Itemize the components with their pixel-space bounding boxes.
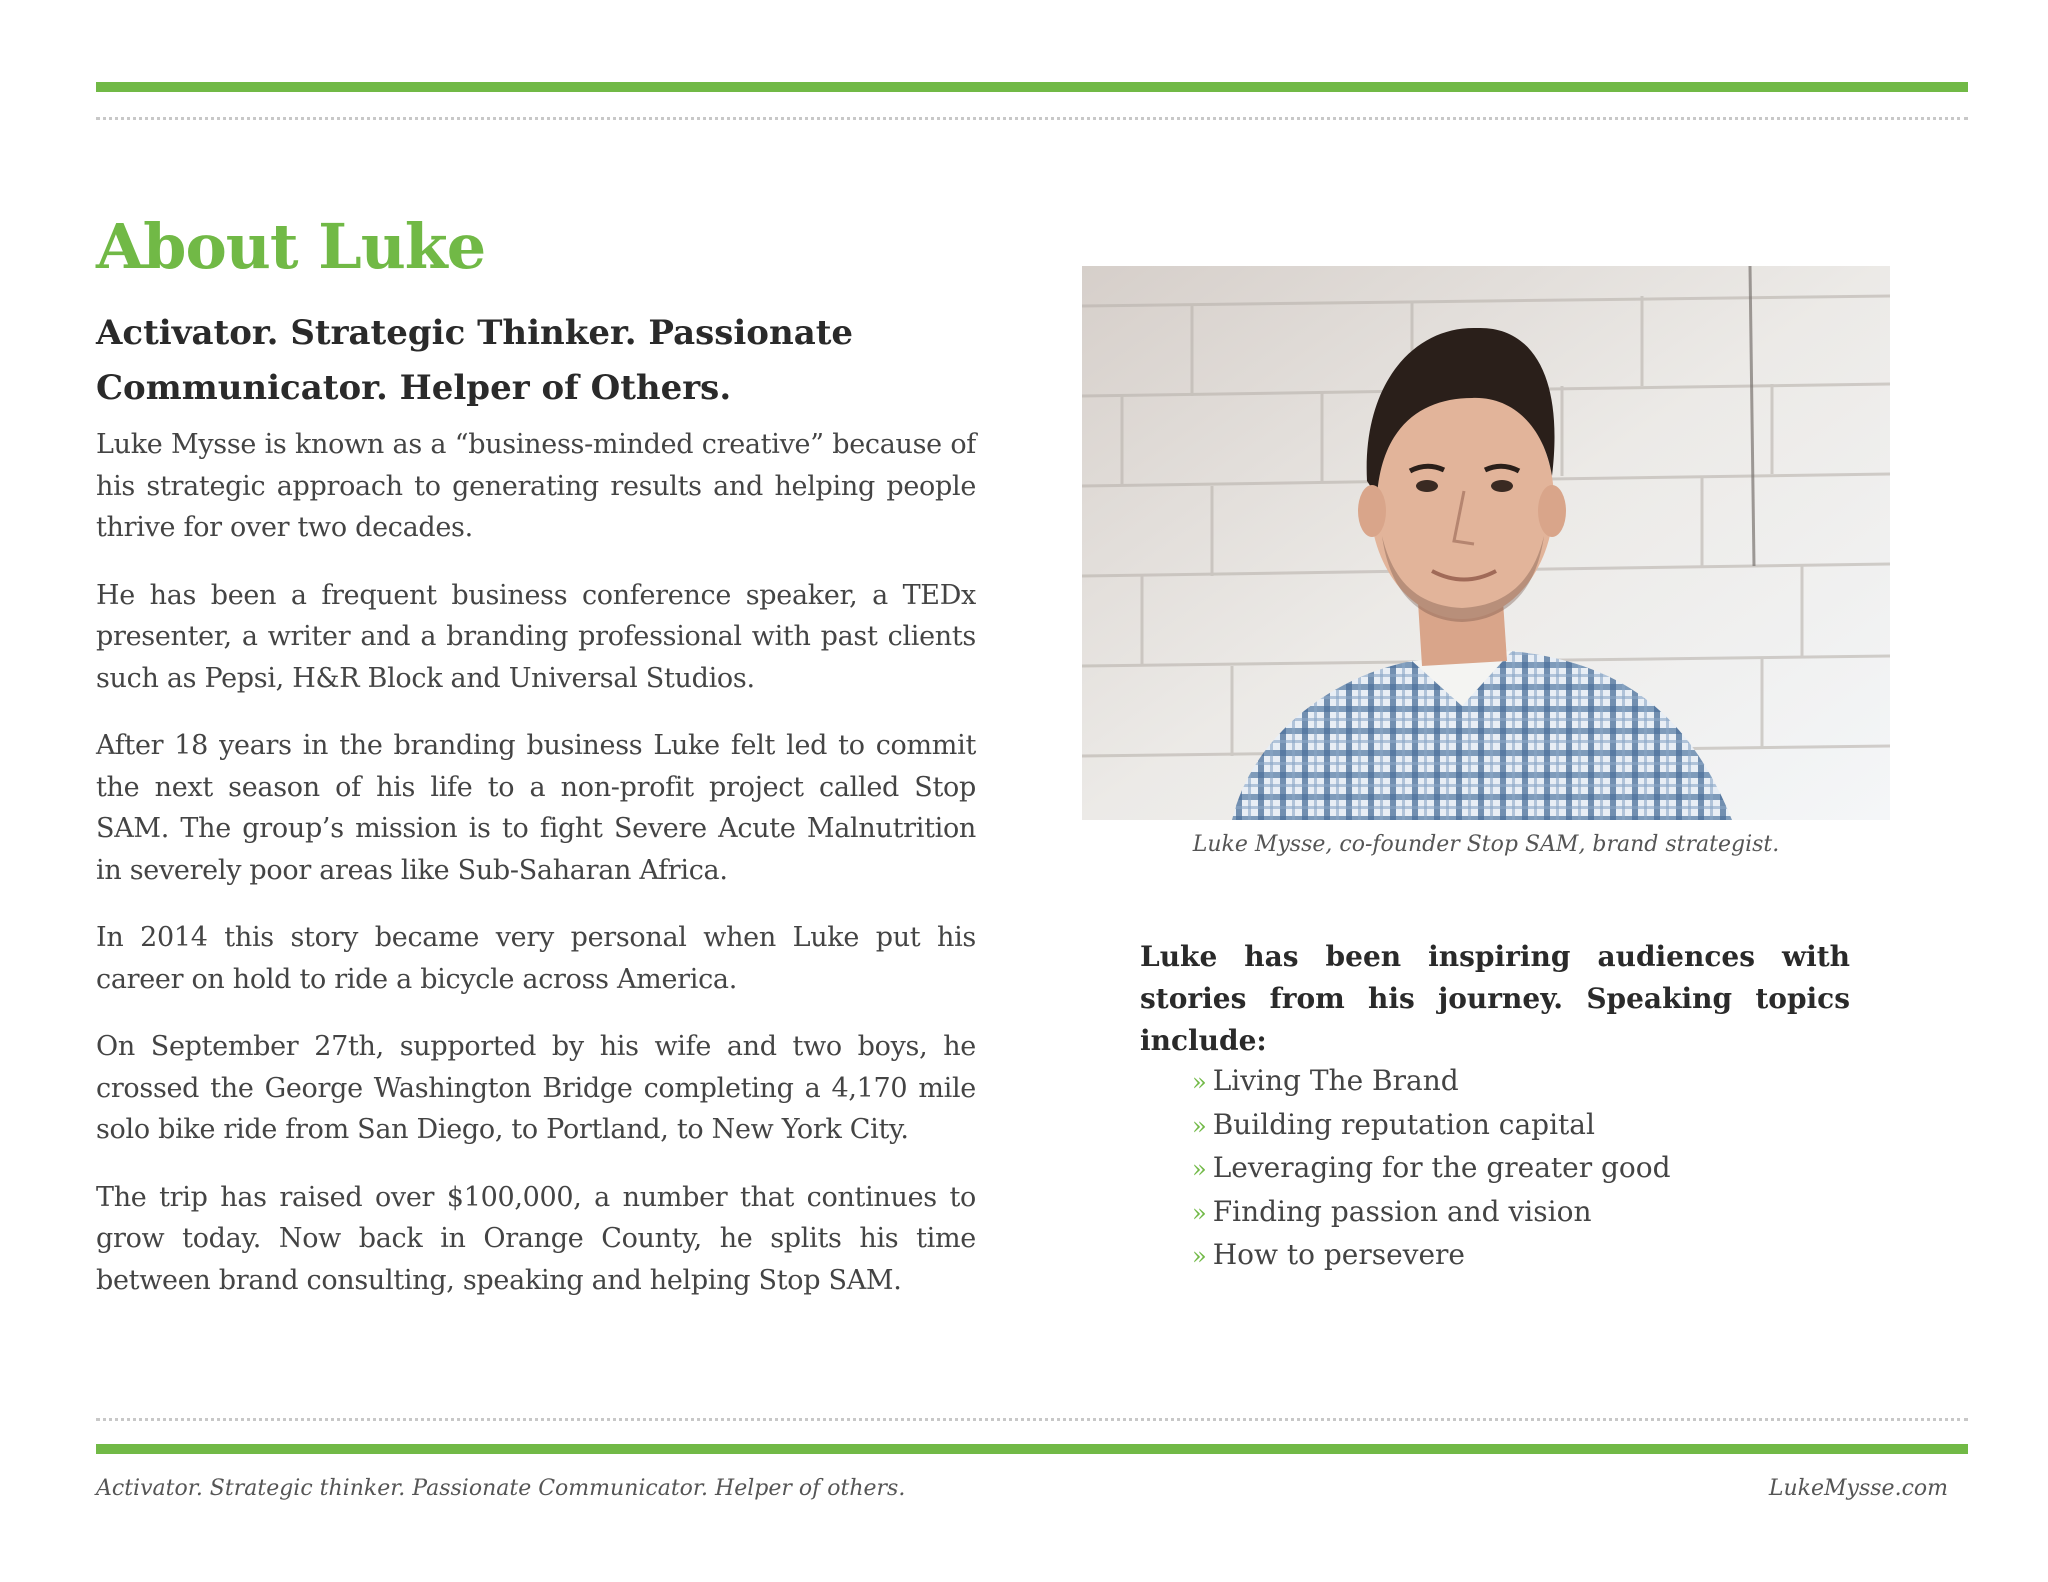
bullet-icon: »	[1192, 1242, 1207, 1271]
topic-label: Living The Brand	[1212, 1064, 1459, 1097]
bullet-icon: »	[1192, 1068, 1207, 1096]
bio-paragraph: Luke Mysse is known as a “business-minded creative” because of his strategic approach to generating results and helping people thrive for over two decades.	[96, 429, 976, 543]
bullet-icon: »	[1192, 1198, 1207, 1227]
bio-paragraph: He has been a frequent business conference speaker, a TEDx presenter, a writer and a branding professional with past clients such as Pepsi, H&R Block and Universal Studios.	[96, 579, 976, 694]
list-item	[1192, 1191, 1671, 1235]
bottom-dotted-divider	[96, 1418, 1968, 1421]
bottom-accent-bar	[96, 1444, 1968, 1454]
bio-section	[96, 424, 976, 1327]
page-title: About Luke	[96, 210, 486, 283]
topics-intro: Luke has been inspiring audiences with stories from his journey. Speaking topics include:	[1140, 940, 1850, 1057]
list-item	[1192, 1147, 1671, 1191]
footer-tagline: Activator. Strategic thinker. Passionate Communicator. Helper of others.	[96, 1476, 906, 1501]
topic-label: Finding passion and vision	[1212, 1194, 1592, 1228]
list-item	[1192, 1234, 1671, 1278]
bio-paragraph: In 2014 this story became very personal when Luke put his career on hold to ride a bicycle across America.	[96, 922, 976, 995]
bio-paragraph: The trip has raised over $100,000, a number that continues to grow today. Now back in Orange County, he splits his time between brand consulting, speaking and helping Stop SAM.	[96, 1181, 976, 1296]
portrait-illustration	[1082, 266, 1890, 820]
photo-caption: Luke Mysse, co-founder Stop SAM, brand strategist.	[1192, 832, 1780, 857]
top-dotted-divider	[96, 117, 1968, 120]
topic-label: How to persevere	[1212, 1238, 1466, 1272]
list-item	[1192, 1104, 1671, 1148]
bio-paragraph: After 18 years in the branding business Luke felt led to commit the next season of his life to a non-profit project called Stop SAM. The group’s mission is to fight Severe Acute Malnutrition in severely poor areas like Sub-Saharan Africa.	[96, 730, 976, 886]
top-accent-bar	[96, 82, 1968, 92]
topic-label: Building reputation capital	[1212, 1107, 1595, 1141]
bio-paragraph: On September 27th, supported by his wife and two boys, he crossed the George Washington Bridge completing a 4,170 mile solo bike ride from San Diego, to Portland, to New York City.	[96, 1031, 976, 1145]
footer-website-link[interactable]: LukeMysse.com	[1768, 1476, 1948, 1501]
portrait-photo	[1082, 266, 1890, 820]
bullet-icon: »	[1192, 1111, 1207, 1140]
bullet-icon: »	[1192, 1155, 1207, 1184]
page-subtitle: Activator. Strategic Thinker. Passionate Communicator. Helper of Others.	[96, 313, 854, 408]
list-item	[1192, 1060, 1671, 1104]
speaking-topics-list	[1192, 1060, 1671, 1278]
topic-label: Leveraging for the greater good	[1212, 1151, 1671, 1185]
